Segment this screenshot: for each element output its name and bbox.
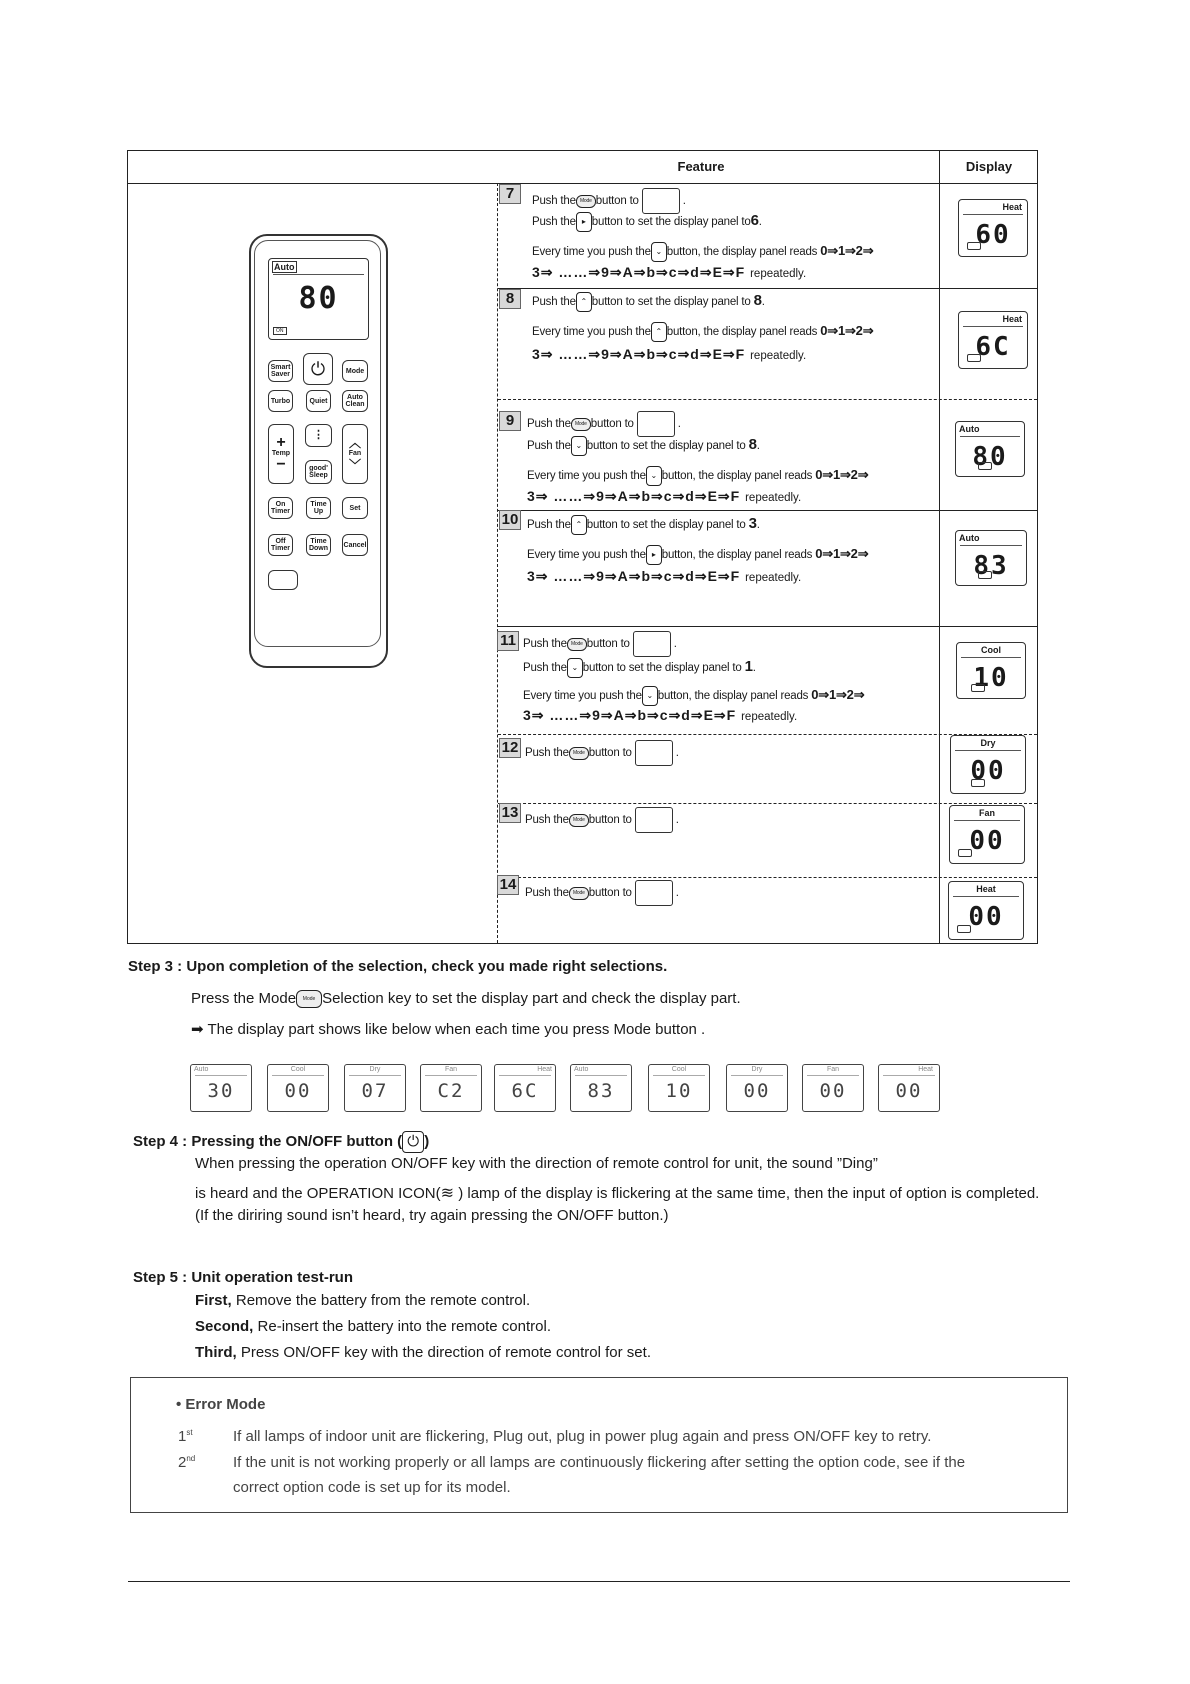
strip-display: Dry 00 [726, 1064, 788, 1112]
row-text: Every time you push the ▸ button, the display panel reads 0⇒1⇒2⇒ [527, 545, 868, 565]
strip-display: Heat 00 [878, 1064, 940, 1112]
row-text: Every time you push the ⌄ button, the display panel reads 0⇒1⇒2⇒ [527, 466, 868, 486]
row-number: 11 [497, 631, 519, 651]
down-button-icon: ⌄ [567, 658, 583, 678]
display-panel: Auto 80 [955, 421, 1025, 477]
strip-display: Dry 07 [344, 1064, 406, 1112]
mode-button-icon: Mode [296, 990, 322, 1008]
mode-button-icon: Mode [569, 747, 589, 760]
cancel-button[interactable]: Cancel [342, 534, 368, 556]
up-button-icon: ⌃ [576, 292, 592, 312]
strip-display: Cool 10 [648, 1064, 710, 1112]
power-icon: ⏻ [402, 1131, 424, 1153]
step3-line2: ➡ The display part shows like below when each time you press Mode button . [191, 1021, 706, 1038]
sequence: 3⇒ ……⇒9⇒A⇒b⇒c⇒d⇒E⇒F repeatedly. [527, 488, 802, 504]
sequence: 3⇒ ……⇒9⇒A⇒b⇒c⇒d⇒E⇒F repeatedly. [532, 264, 807, 280]
row-text: Push the Mode button to . [527, 411, 681, 437]
good-sleep-button[interactable]: good' Sleep [305, 460, 332, 484]
step3-line1: Press the Mode Mode Selection key to set the display part and check the display part. [191, 990, 741, 1007]
row-text: Push the Mode button to . [525, 807, 679, 833]
step4-line3: (If the diriring sound isn’t heard, try again pressing the ON/OFF button.) [195, 1207, 669, 1224]
row-text: Push the ▸ button to set the display panel to6. [532, 212, 762, 232]
row-number: 7 [499, 184, 521, 204]
error-item-2-cont: correct option code is set up for its model. [233, 1479, 511, 1496]
smart-saver-button[interactable]: Smart Saver [268, 360, 293, 382]
step4-title: Step 4 : Pressing the ON/OFF button ( ⏻ ) [133, 1131, 429, 1153]
step4-line1: When pressing the operation ON/OFF key with the direction of remote control for unit, the sound ”Ding” [195, 1155, 878, 1172]
strip-display: Auto 83 [570, 1064, 632, 1112]
up-button-icon: ⌃ [571, 515, 587, 535]
row-text: Every time you push the ⌄ button, the display panel reads 0⇒1⇒2⇒ [532, 242, 873, 262]
row-text: Push the Mode button to . [525, 880, 679, 906]
row-number: 10 [499, 510, 521, 530]
row-text: Push the Mode button to . [532, 188, 686, 214]
set-button[interactable]: Set [342, 497, 368, 519]
off-timer-button[interactable]: Off Timer [268, 534, 293, 556]
operation-icon: ≋ [440, 1185, 455, 1202]
step3-title: Step 3 : Upon completion of the selection, check you made right selections. [128, 958, 668, 975]
turbo-button[interactable]: Turbo [268, 390, 293, 412]
display-panel: Heat 60 [958, 199, 1028, 257]
down-button-icon: ⌄ [642, 686, 658, 706]
header-feature: Feature [677, 159, 725, 174]
strip-display: Heat 6C [494, 1064, 556, 1112]
divider [497, 183, 498, 943]
mode-button[interactable]: Mode [342, 360, 368, 382]
step5-first: First, Remove the battery from the remote control. [195, 1292, 531, 1309]
error-item-1: If all lamps of indoor unit are flickering, Plug out, plug in power plug again and press ON/OFF key to retry. [233, 1428, 932, 1445]
display-panel: Cool 10 [956, 642, 1026, 699]
remote-lcd: Auto 80 ON [268, 258, 369, 340]
display-panel: Heat 00 [948, 881, 1024, 940]
display-panel: Auto 83 [955, 530, 1027, 586]
row-text: Push the ⌃ button to set the display panel to 3. [527, 515, 760, 535]
sequence: 3⇒ ……⇒9⇒A⇒b⇒c⇒d⇒E⇒F repeatedly. [527, 568, 802, 584]
up-button-icon: ⌃ [651, 322, 667, 342]
mode-button-icon: Mode [571, 418, 591, 431]
error-mode-title: • Error Mode [176, 1396, 266, 1413]
error-mode-box: • Error Mode 1st If all lamps of indoor unit are flickering, Plug out, plug in power plug again and press ON/OFF key to retry. 2nd If the unit is not working properly or all lamps are continuously flickering after setting the option code, see if the correct option code is set up for its model. [130, 1377, 1068, 1513]
row-number: 8 [499, 289, 521, 309]
divider [939, 151, 940, 943]
mini-display-icon [637, 411, 675, 437]
strip-display: Fan C2 [420, 1064, 482, 1112]
display-panel: Fan 00 [949, 805, 1025, 864]
row-text: Every time you push the ⌃ button, the display panel reads 0⇒1⇒2⇒ [532, 322, 873, 342]
row-number: 9 [499, 411, 521, 431]
right-button-icon: ▸ [576, 212, 592, 232]
mini-display-icon [642, 188, 680, 214]
row-number: 13 [499, 803, 521, 823]
sequence: 3⇒ ……⇒9⇒A⇒b⇒c⇒d⇒E⇒F repeatedly. [532, 346, 807, 362]
row-text: Push the ⌄ button to set the display panel to 1. [523, 658, 756, 678]
auto-clean-button[interactable]: Auto Clean [342, 390, 368, 412]
quiet-button[interactable]: Quiet [306, 390, 331, 412]
mini-display-icon [635, 740, 673, 766]
step5-second: Second, Re-insert the battery into the remote control. [195, 1318, 552, 1335]
time-up-button[interactable]: Time Up [306, 497, 331, 519]
divider [128, 183, 1037, 184]
error-item-2: If the unit is not working properly or all lamps are continuously flickering after setting the option code, see if the [233, 1454, 966, 1471]
row-number: 14 [497, 875, 519, 895]
remote-lcd-digits: 80 [298, 281, 339, 316]
strip-display: Cool 00 [267, 1064, 329, 1112]
fan-rocker[interactable]: ︿ Fan ﹀ [342, 424, 368, 484]
down-button-icon: ⌄ [651, 242, 667, 262]
row-text: Every time you push the ⌄ button, the display panel reads 0⇒1⇒2⇒ [523, 686, 864, 706]
down-button-icon: ⌄ [571, 436, 587, 456]
row-number: 12 [499, 738, 521, 758]
display-panel: Dry 00 [950, 735, 1026, 794]
step5-third: Third, Press ON/OFF key with the direction of remote control for set. [195, 1344, 651, 1361]
on-timer-button[interactable]: On Timer [268, 497, 293, 519]
step5-title: Step 5 : Unit operation test-run [133, 1269, 354, 1286]
step4-line2: is heard and the OPERATION ICON(≋ ) lamp of the display is flickering at the same time, then the input of option is completed. [195, 1185, 1040, 1202]
sequence: 3⇒ ……⇒9⇒A⇒b⇒c⇒d⇒E⇒F repeatedly. [523, 707, 798, 723]
row-text: Push the ⌄ button to set the display panel to 8. [527, 436, 760, 456]
power-button[interactable]: ⏻ [303, 353, 333, 385]
swing-button[interactable]: ⋮ [305, 424, 332, 447]
row-text: Push the ⌃ button to set the display panel to 8. [532, 292, 765, 312]
header-display: Display [965, 159, 1013, 174]
display-panel: Heat 6C [958, 311, 1028, 369]
strip-display: Fan 00 [802, 1064, 864, 1112]
mode-button-icon: Mode [576, 195, 596, 208]
mode-button-icon: Mode [569, 887, 589, 900]
light-button[interactable] [268, 570, 298, 590]
time-down-button[interactable]: Time Down [306, 534, 331, 556]
mode-button-icon: Mode [569, 814, 589, 827]
down-button-icon: ⌄ [646, 466, 662, 486]
strip-display: Auto 30 [190, 1064, 252, 1112]
row-text: Push the Mode button to . [523, 631, 677, 657]
temp-rocker[interactable]: + Temp − [268, 424, 294, 484]
mini-display-icon [633, 631, 671, 657]
mini-display-icon [635, 880, 673, 906]
mini-display-icon [635, 807, 673, 833]
footer-rule [128, 1581, 1070, 1582]
right-button-icon: ▸ [646, 545, 662, 565]
row-text: Push the Mode button to . [525, 740, 679, 766]
mode-button-icon: Mode [567, 638, 587, 651]
